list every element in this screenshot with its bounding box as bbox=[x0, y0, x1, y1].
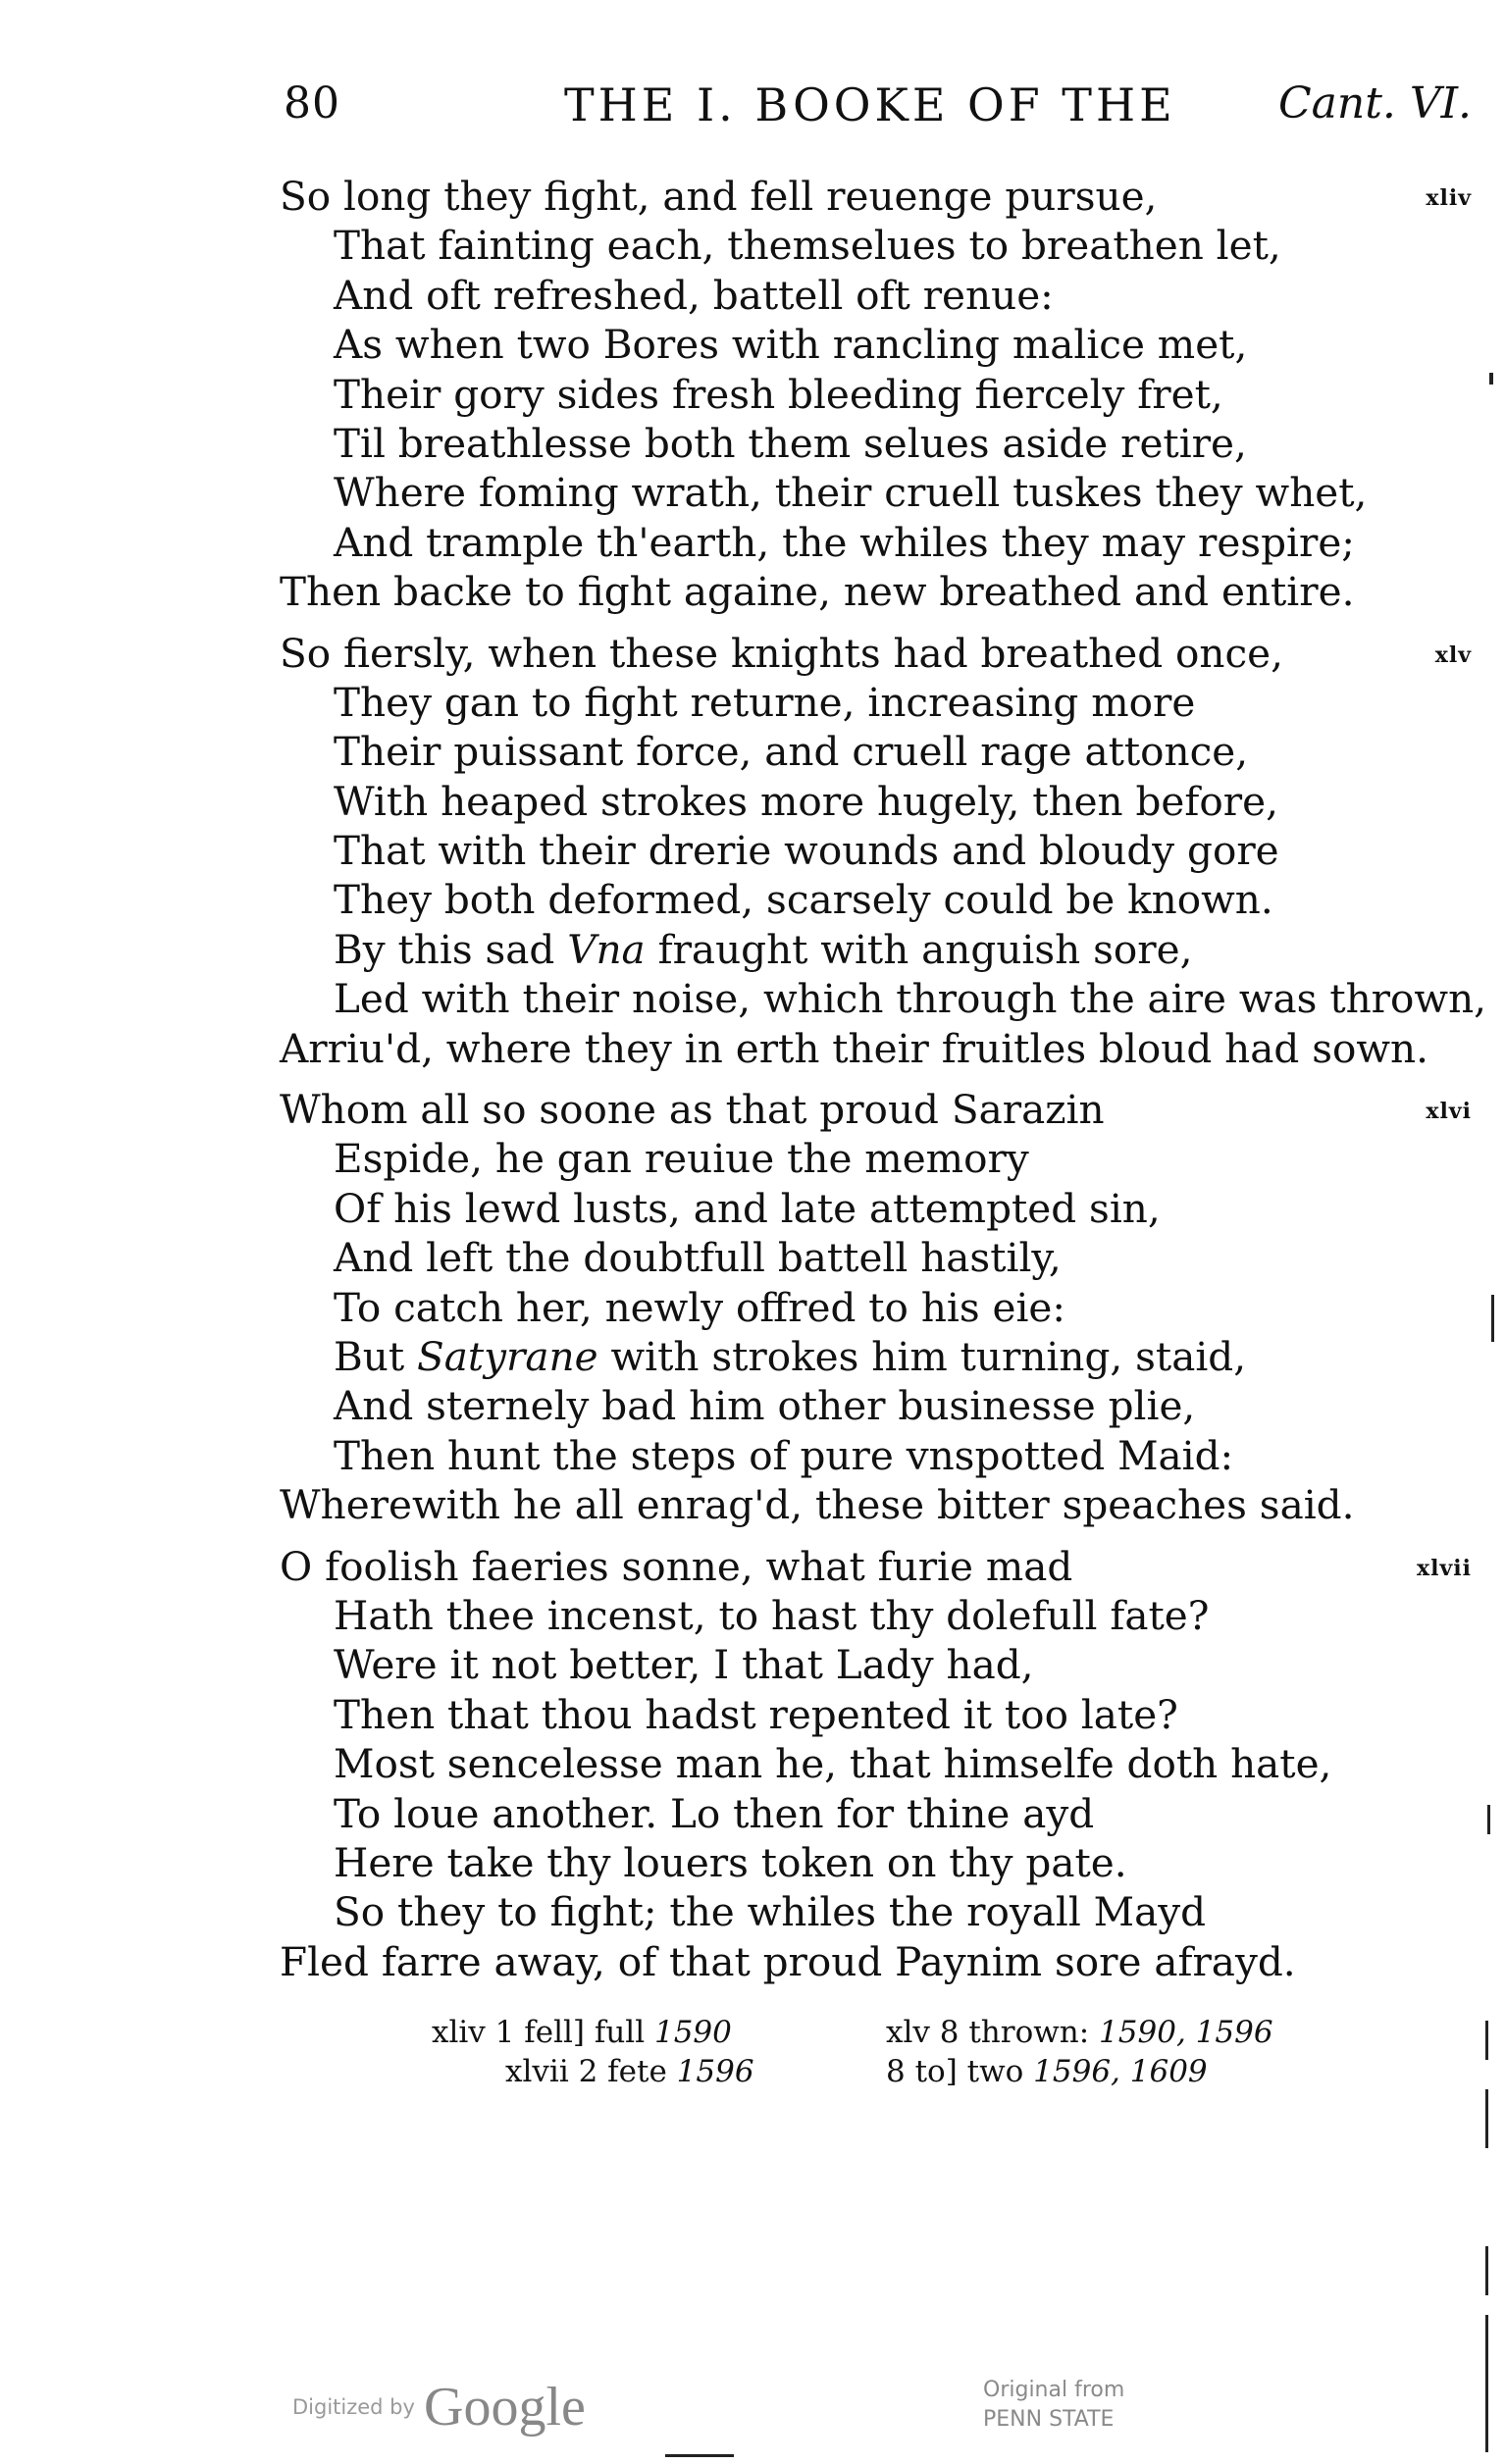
verse-line: Led with their noise, which through the aire was thrown, bbox=[334, 975, 1487, 1023]
running-title: THE I. BOOKE OF THE bbox=[564, 78, 1176, 131]
verse-line: Fled farre away, of that proud Paynim sore afrayd. bbox=[280, 1937, 1296, 1985]
verse-line: Arriu'd, where they in erth their fruitles bloud had sown. bbox=[280, 1024, 1428, 1072]
verse-line: So fiersly, when these knights had breathed once, bbox=[280, 629, 1284, 677]
verse-line: To loue another. Lo then for thine ayd bbox=[334, 1789, 1095, 1837]
verse-line: Espide, he gan reuiue the memory bbox=[334, 1135, 1029, 1183]
verse-line: That fainting each, themselues to breathen let, bbox=[334, 222, 1281, 270]
digitized-by-label: Digitized by bbox=[292, 2395, 415, 2419]
verse-line: Til breathlesse both them selues aside retire, bbox=[334, 419, 1247, 467]
scan-edge-mark bbox=[1487, 1805, 1490, 1834]
scan-edge-mark bbox=[1485, 2246, 1488, 2295]
verse-line: To catch her, newly offred to his eie: bbox=[334, 1283, 1066, 1331]
verse-line: And left the doubtfull battell hastily, bbox=[334, 1234, 1062, 1282]
verse-line: Hath thee incenst, to hast thy dolefull fate? bbox=[334, 1591, 1210, 1639]
verse-line: They gan to fight returne, increasing more bbox=[334, 678, 1196, 726]
stanza-number: xlv bbox=[1434, 642, 1472, 668]
verse-line: And oft refreshed, battell oft renue: bbox=[334, 271, 1054, 319]
textual-note: 8 to] two 1596, 1609 bbox=[886, 2054, 1208, 2089]
bottom-rule bbox=[665, 2454, 734, 2457]
scan-edge-mark bbox=[1491, 1295, 1494, 1342]
verse-line: Most sencelesse man he, that himselfe doth hate, bbox=[334, 1740, 1332, 1788]
verse-line: Here take thy louers token on thy pate. bbox=[334, 1838, 1127, 1886]
stanza bbox=[280, 1085, 1472, 1530]
canto-label: Cant. VI. bbox=[1277, 78, 1472, 128]
stanza bbox=[280, 1542, 1472, 1987]
verse-line: Their gory sides fresh bleeding fiercely fret, bbox=[334, 370, 1223, 418]
scan-edge-mark bbox=[1485, 2089, 1488, 2148]
original-from bbox=[983, 2376, 1124, 2435]
verse-line: Whom all so soone as that proud Sarazin bbox=[280, 1086, 1105, 1134]
verse-line: And sternely bad him other businesse plie, bbox=[334, 1382, 1196, 1430]
scan-edge-mark bbox=[1485, 2021, 1488, 2060]
verse-line: And trample th'earth, the whiles they may respire; bbox=[334, 518, 1355, 566]
note-row bbox=[432, 2052, 1315, 2091]
verse-line: Then backe to fight againe, new breathed and entire. bbox=[280, 568, 1355, 616]
verse-line: But Satyrane with strokes him turning, staid, bbox=[334, 1332, 1247, 1380]
verse-line: Then hunt the steps of pure vnspotted Maid: bbox=[334, 1431, 1234, 1479]
stanza bbox=[280, 629, 1487, 1074]
verse-line: Then that thou hadst repented it too late? bbox=[334, 1690, 1178, 1738]
verse-line: That with their drerie wounds and bloudy gore bbox=[334, 827, 1279, 875]
verse-line: As when two Bores with rancling malice met, bbox=[334, 321, 1248, 369]
textual-note: xlv 8 thrown: 1590, 1596 bbox=[886, 2015, 1273, 2050]
scan-edge-mark bbox=[1489, 373, 1493, 385]
stanza bbox=[280, 172, 1472, 617]
verse-line: Wherewith he all enrag'd, these bitter speaches said. bbox=[280, 1481, 1355, 1529]
verse-line: So long they fight, and fell reuenge pursue, bbox=[280, 173, 1158, 220]
verse-line: By this sad Vna fraught with anguish sore, bbox=[334, 925, 1193, 973]
verse-line: O foolish faeries sonne, what furie mad bbox=[280, 1542, 1073, 1590]
textual-note: xlvii 2 fete 1596 bbox=[505, 2054, 754, 2089]
verse-line: Were it not better, I that Lady had, bbox=[334, 1641, 1034, 1689]
page-number: 80 bbox=[284, 78, 340, 128]
google-logo: Google bbox=[424, 2377, 586, 2438]
institution-label: PENN STATE bbox=[983, 2407, 1115, 2432]
stanza-number: xlvi bbox=[1426, 1099, 1472, 1125]
verse-line: With heaped strokes more hugely, then before, bbox=[334, 777, 1278, 825]
verse-line: So they to fight; the whiles the royall Mayd bbox=[334, 1888, 1207, 1936]
verse-line: They both deformed, scarsely could be known. bbox=[334, 876, 1273, 924]
scan-edge-mark bbox=[1485, 2315, 1488, 2452]
verse-line: Where foming wrath, their cruell tuskes they whet, bbox=[334, 469, 1368, 517]
digitized-by-google bbox=[292, 2376, 586, 2438]
original-from-label: Original from bbox=[983, 2378, 1125, 2402]
stanza-number: xlvii bbox=[1417, 1555, 1472, 1581]
textual-note: xliv 1 fell] full 1590 bbox=[432, 2015, 732, 2050]
verse-line: Their puissant force, and cruell rage attonce, bbox=[334, 728, 1249, 776]
verse-line: Of his lewd lusts, and late attempted sin, bbox=[334, 1184, 1161, 1232]
running-header bbox=[280, 78, 1472, 137]
poem-body bbox=[280, 172, 1487, 1998]
textual-notes bbox=[432, 2013, 1315, 2091]
note-row bbox=[432, 2013, 1315, 2052]
stanza-number: xliv bbox=[1426, 185, 1472, 211]
